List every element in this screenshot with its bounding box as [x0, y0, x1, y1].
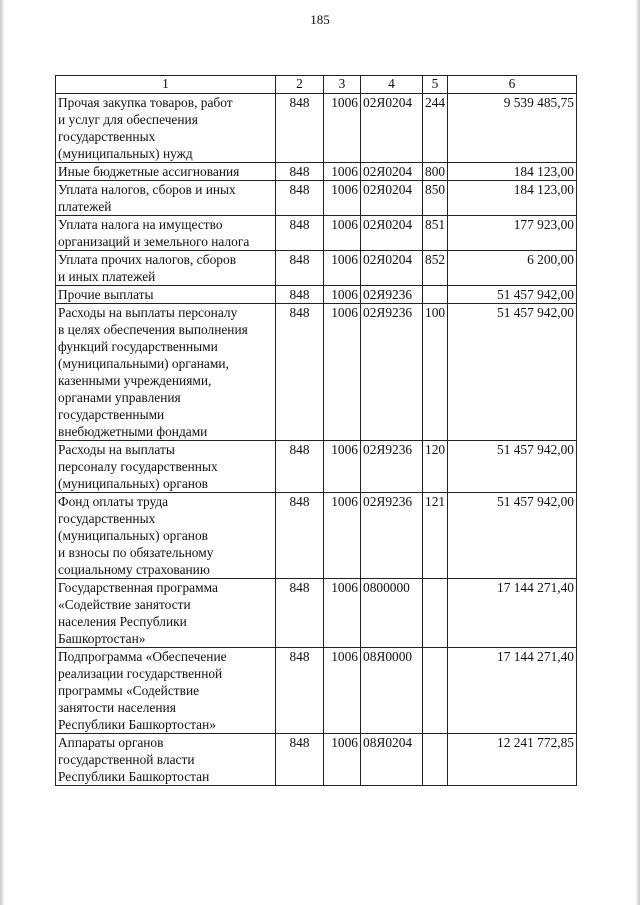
expense-name-line: персоналу государственных	[58, 459, 218, 474]
ministry-code-cell: 848	[276, 251, 324, 286]
table-row	[56, 493, 577, 579]
expense-name-line: населения Республики	[58, 614, 187, 629]
expense-name-cell	[56, 216, 276, 251]
table-row	[56, 251, 577, 286]
expense-name-cell	[56, 493, 276, 579]
table-row	[56, 181, 577, 216]
expense-name-cell	[56, 251, 276, 286]
article-code-cell: 08Я0000	[361, 648, 423, 734]
expense-name-line: реализации государственной	[58, 666, 223, 681]
expense-name-line: Республики Башкортостан»	[58, 717, 216, 732]
expense-kind-cell	[423, 286, 448, 304]
expense-name-line: Башкортостан»	[58, 631, 146, 646]
expense-name-cell	[56, 94, 276, 163]
expense-name-line: государственных	[58, 129, 156, 144]
expense-name-line: «Содействие занятости	[58, 597, 191, 612]
section-code-cell: 1006	[324, 163, 361, 181]
expense-kind-cell: 100	[423, 304, 448, 441]
amount-cell: 6 200,00	[448, 251, 577, 286]
ministry-code-cell: 848	[276, 734, 324, 786]
expense-name-cell	[56, 579, 276, 648]
expense-name-cell	[56, 441, 276, 493]
article-code-cell: 02Я0204	[361, 181, 423, 216]
section-code-cell: 1006	[324, 216, 361, 251]
table-row	[56, 579, 577, 648]
page-number: 185	[310, 12, 330, 27]
table-row	[56, 734, 577, 786]
expense-kind-cell	[423, 579, 448, 648]
header-col-6: 6	[448, 76, 577, 94]
expense-name-line: Республики Башкортостан	[58, 769, 210, 784]
table-header-row	[56, 76, 577, 94]
header-col-1: 1	[56, 76, 276, 94]
expense-name-line: государственной власти	[58, 752, 195, 767]
article-code-cell: 02Я9236	[361, 493, 423, 579]
expense-kind-cell: 120	[423, 441, 448, 493]
article-code-cell: 0800000	[361, 579, 423, 648]
expense-name-line: Государственная программа	[58, 580, 218, 595]
ministry-code-cell: 848	[276, 163, 324, 181]
header-col-2: 2	[276, 76, 324, 94]
expense-name-line: социальному страхованию	[58, 562, 210, 577]
expense-name-line: Уплата налогов, сборов и иных	[58, 182, 236, 197]
expense-name-line: программы «Содействие	[58, 683, 200, 698]
ministry-code-cell: 848	[276, 94, 324, 163]
expense-name-line: в целях обеспечения выполнения	[58, 322, 248, 337]
table-row	[56, 648, 577, 734]
expense-name-line: занятости населения	[58, 700, 176, 715]
section-code-cell: 1006	[324, 648, 361, 734]
ministry-code-cell: 848	[276, 181, 324, 216]
expense-name-cell	[56, 734, 276, 786]
expense-name-line: и иных платежей	[58, 269, 156, 284]
header-col-5: 5	[423, 76, 448, 94]
section-code-cell: 1006	[324, 441, 361, 493]
section-code-cell: 1006	[324, 493, 361, 579]
expense-name-line: Аппараты органов	[58, 735, 164, 750]
expense-name-line: Прочая закупка товаров, работ	[58, 95, 233, 110]
header-col-4: 4	[361, 76, 423, 94]
expense-name-cell	[56, 163, 276, 181]
expense-name-line: Расходы на выплаты	[58, 442, 175, 457]
expense-name-line: Расходы на выплаты персоналу	[58, 305, 238, 320]
article-code-cell: 02Я0204	[361, 251, 423, 286]
ministry-code-cell: 848	[276, 286, 324, 304]
table-row	[56, 163, 577, 181]
expense-name-line: (муниципальных) органов	[58, 476, 208, 491]
expense-name-line: (муниципальных) органов	[58, 528, 208, 543]
expense-kind-cell: 244	[423, 94, 448, 163]
ministry-code-cell: 848	[276, 493, 324, 579]
section-code-cell: 1006	[324, 94, 361, 163]
expense-name-line: органами управления	[58, 390, 181, 405]
table-row	[56, 304, 577, 441]
table-row	[56, 94, 577, 163]
expense-name-line: Уплата прочих налогов, сборов	[58, 252, 237, 267]
expense-name-line: функций государственными	[58, 339, 218, 354]
expense-name-line: платежей	[58, 199, 112, 214]
expense-kind-cell: 800	[423, 163, 448, 181]
amount-cell: 17 144 271,40	[448, 648, 577, 734]
amount-cell: 184 123,00	[448, 181, 577, 216]
expense-name-line: Уплата налога на имущество	[58, 217, 223, 232]
amount-cell: 51 457 942,00	[448, 493, 577, 579]
expense-kind-cell: 850	[423, 181, 448, 216]
table-body	[56, 94, 577, 786]
section-code-cell: 1006	[324, 181, 361, 216]
expense-name-line: государственными	[58, 407, 165, 422]
expense-name-line: внебюджетными фондами	[58, 424, 208, 439]
ministry-code-cell: 848	[276, 579, 324, 648]
table-row	[56, 441, 577, 493]
expense-name-line: Прочие выплаты	[58, 287, 154, 302]
table-row	[56, 216, 577, 251]
page-edge-left	[0, 0, 4, 905]
expense-name-line: и взносы по обязательному	[58, 545, 214, 560]
expense-name-line: государственных	[58, 511, 156, 526]
article-code-cell: 02Я0204	[361, 216, 423, 251]
amount-cell: 9 539 485,75	[448, 94, 577, 163]
section-code-cell: 1006	[324, 579, 361, 648]
table-row	[56, 286, 577, 304]
expense-kind-cell	[423, 648, 448, 734]
expense-name-line: и услуг для обеспечения	[58, 112, 198, 127]
article-code-cell: 02Я0204	[361, 94, 423, 163]
expense-name-line: (муниципальных) нужд	[58, 146, 193, 161]
expense-name-line: Фонд оплаты труда	[58, 494, 169, 509]
article-code-cell: 02Я0204	[361, 163, 423, 181]
ministry-code-cell: 848	[276, 304, 324, 441]
amount-cell: 51 457 942,00	[448, 441, 577, 493]
expense-name-line: (муниципальными) органами,	[58, 356, 229, 371]
ministry-code-cell: 848	[276, 648, 324, 734]
expense-kind-cell: 121	[423, 493, 448, 579]
amount-cell: 177 923,00	[448, 216, 577, 251]
amount-cell: 184 123,00	[448, 163, 577, 181]
expense-name-cell	[56, 286, 276, 304]
expense-name-line: Подпрограмма «Обеспечение	[58, 649, 227, 664]
expense-name-cell	[56, 181, 276, 216]
article-code-cell: 08Я0204	[361, 734, 423, 786]
ministry-code-cell: 848	[276, 441, 324, 493]
amount-cell: 17 144 271,40	[448, 579, 577, 648]
expense-kind-cell	[423, 734, 448, 786]
amount-cell: 12 241 772,85	[448, 734, 577, 786]
expense-name-line: организаций и земельного налога	[58, 234, 250, 249]
ministry-code-cell: 848	[276, 216, 324, 251]
article-code-cell: 02Я9236	[361, 304, 423, 441]
article-code-cell: 02Я9236	[361, 286, 423, 304]
expense-name-cell	[56, 304, 276, 441]
page-edge-right	[636, 0, 640, 905]
article-code-cell: 02Я9236	[361, 441, 423, 493]
expense-name-line: казенными учреждениями,	[58, 373, 212, 388]
expense-name-cell	[56, 648, 276, 734]
amount-cell: 51 457 942,00	[448, 286, 577, 304]
header-col-3: 3	[324, 76, 361, 94]
section-code-cell: 1006	[324, 734, 361, 786]
expense-kind-cell: 852	[423, 251, 448, 286]
section-code-cell: 1006	[324, 286, 361, 304]
section-code-cell: 1006	[324, 251, 361, 286]
expense-name-line: Иные бюджетные ассигнования	[58, 164, 240, 179]
expense-kind-cell: 851	[423, 216, 448, 251]
section-code-cell: 1006	[324, 304, 361, 441]
budget-table	[55, 75, 577, 786]
amount-cell: 51 457 942,00	[448, 304, 577, 441]
